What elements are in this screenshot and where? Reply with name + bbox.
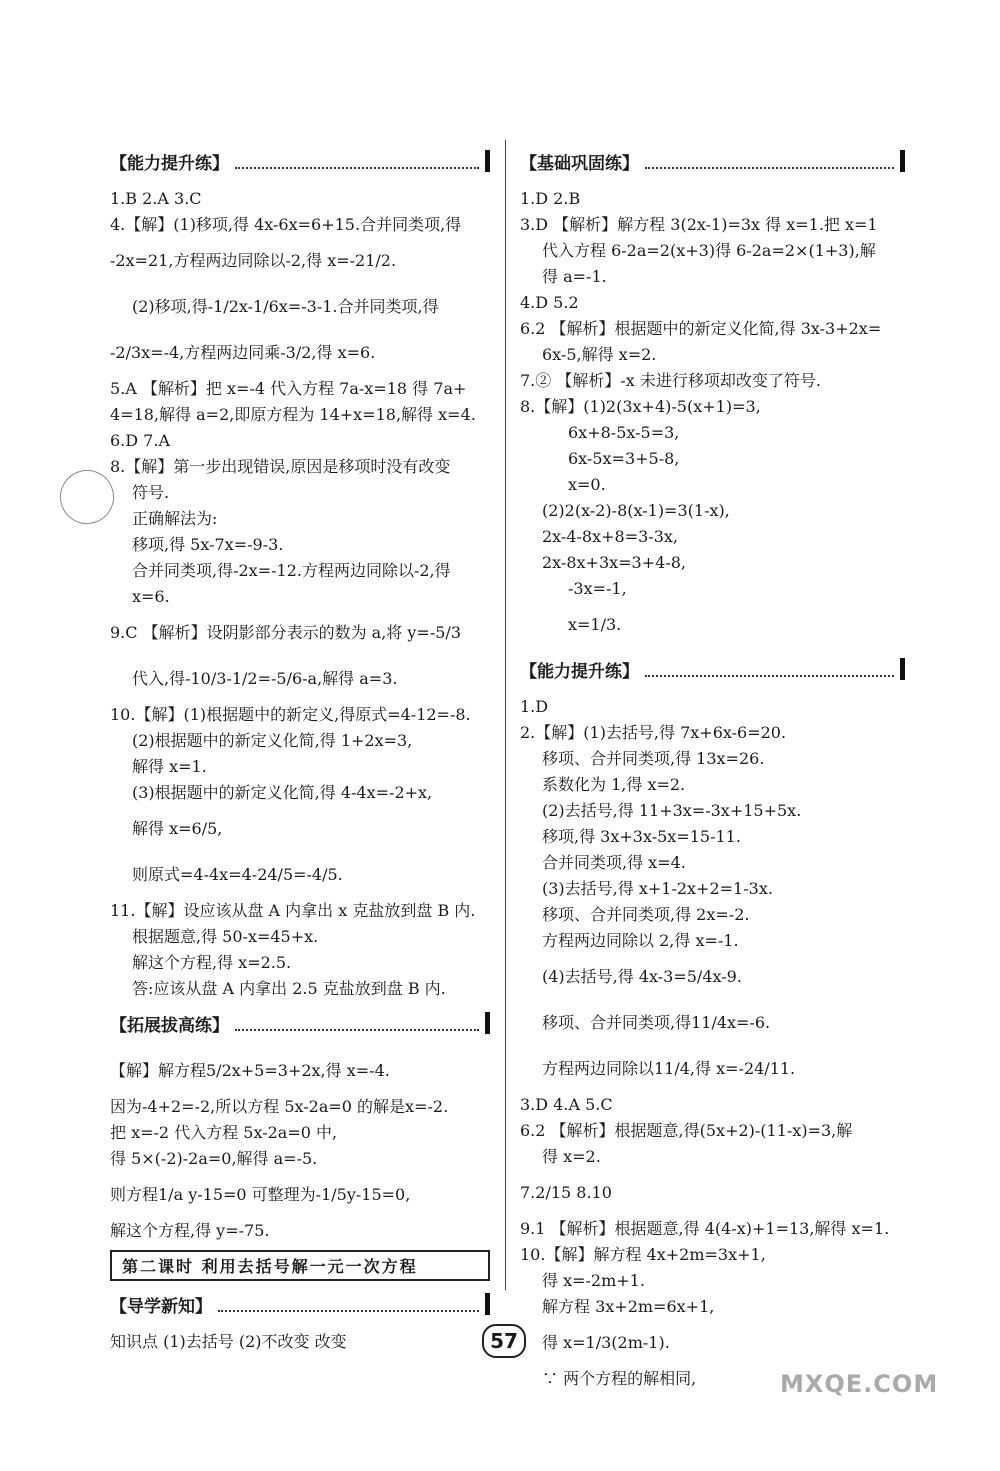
answer-line: 10.【解】解方程 4x+2m=3x+1, <box>520 1245 766 1264</box>
answer-line: 4.【解】(1)移项,得 4x-6x=6+15.合并同类项,得 <box>110 215 462 234</box>
answer-line: 移项,得 5x-7x=-9-3. <box>132 535 284 554</box>
answer-line: 答:应该从盘 A 内拿出 2.5 克盐放到盘 B 内. <box>132 979 446 998</box>
section-header <box>110 1289 490 1319</box>
answer-line: 6x-5x=3+5-8, <box>568 449 680 468</box>
section-bar <box>485 1012 490 1034</box>
section-bar <box>900 150 905 172</box>
answer-line: -2/3x=-4,方程两边同乘-3/2,得 x=6. <box>110 343 376 362</box>
answer-line: 代入,得-10/3-1/2=-5/6-a,解得 a=3. <box>132 669 398 688</box>
section-header <box>520 654 905 684</box>
answer-line: 系数化为 1,得 x=2. <box>542 775 686 794</box>
answer-line: x=6. <box>132 587 170 606</box>
section-header <box>520 146 905 176</box>
answer-line: 移项、合并同类项,得11/4x=-6. <box>542 1013 771 1032</box>
answer-line: -2x=21,方程两边同除以-2,得 x=-21/2. <box>110 251 397 270</box>
answer-line: 5.A 【解析】把 x=-4 代入方程 7a-x=18 得 7a+ <box>110 379 467 398</box>
answer-line: 2x-8x+3x=3+4-8, <box>542 553 686 572</box>
answer-line: 得 5×(-2)-2a=0,解得 a=-5. <box>110 1149 318 1168</box>
answer-line: 则方程1/a y-15=0 可整理为-1/5y-15=0, <box>110 1185 411 1204</box>
answer-line: (4)去括号,得 4x-3=5/4x-9. <box>542 967 742 986</box>
dotted-leader <box>645 153 894 169</box>
answer-line: 6x+8-5x-5=3, <box>568 423 680 442</box>
answer-line: 7.② 【解析】-x 未进行移项却改变了符号. <box>520 371 821 390</box>
section-bar <box>900 658 905 680</box>
right-column <box>520 140 905 1392</box>
left-column <box>110 140 490 1355</box>
answer-line: 8.【解】第一步出现错误,原因是移项时没有改变 <box>110 457 451 476</box>
answer-line: 10.【解】(1)根据题中的新定义,得原式=4-12=-8. <box>110 705 471 724</box>
answer-line: 合并同类项,得 x=4. <box>542 853 686 872</box>
answer-line: 方程两边同除以11/4,得 x=-24/11. <box>542 1059 796 1078</box>
section-title: 【拓展拔高练】 <box>110 1015 229 1036</box>
answer-line: (2)2(x-2)-8(x-1)=3(1-x), <box>542 501 730 520</box>
answer-line: (2)去括号,得 11+3x=-3x+15+5x. <box>542 801 802 820</box>
answer-line: 解这个方程,得 y=-75. <box>110 1221 270 1240</box>
column-divider <box>505 140 506 1290</box>
section-title: 【导学新知】 <box>110 1296 212 1317</box>
answer-line: (2)移项,得-1/2x-1/6x=-3-1.合并同类项,得 <box>132 297 439 316</box>
answer-line: 得 x=-2m+1. <box>542 1271 645 1290</box>
answer-line: 1.D 2.B <box>520 189 581 208</box>
answer-line: 解方程 3x+2m=6x+1, <box>542 1297 715 1316</box>
answer-line: 移项,得 3x+3x-5x=15-11. <box>542 827 741 846</box>
answer-line: 则原式=4-4x=4-24/5=-4/5. <box>132 865 343 884</box>
answer-line: 得 x=1/3(2m-1). <box>542 1333 670 1352</box>
answer-line: 得 x=2. <box>542 1147 601 1166</box>
answer-line: 符号. <box>132 483 170 502</box>
answer-line: (2)根据题中的新定义化简,得 1+2x=3, <box>132 731 413 750</box>
answer-line: x=1/3. <box>568 615 622 634</box>
section-title: 【能力提升练】 <box>520 661 639 682</box>
lesson-title-box: 第二课时 利用去括号解一元一次方程 <box>110 1250 490 1281</box>
answer-line: 移项、合并同类项,得 2x=-2. <box>542 905 750 924</box>
answer-line: 2.【解】(1)去括号,得 7x+6x-6=20. <box>520 723 787 742</box>
answer-line: (3)去括号,得 x+1-2x+2=1-3x. <box>542 879 773 898</box>
section-header <box>110 1008 490 1038</box>
answer-line: x=0. <box>568 475 606 494</box>
answer-line: 6.2 【解析】根据题中的新定义化简,得 3x-3+2x= <box>520 319 882 338</box>
answer-line: 根据题意,得 50-x=45+x. <box>132 927 319 946</box>
answer-line: 6x-5,解得 x=2. <box>542 345 657 364</box>
watermark: MXQE.COM <box>780 1370 939 1398</box>
answer-line: 3.D 4.A 5.C <box>520 1095 613 1114</box>
section-title: 【能力提升练】 <box>110 153 229 174</box>
answer-line: 得 a=-1. <box>542 267 607 286</box>
answer-line: 合并同类项,得-2x=-12.方程两边同除以-2,得 <box>132 561 451 580</box>
answer-line: 解得 x=1. <box>132 757 207 776</box>
answer-line: 6.D 7.A <box>110 431 170 450</box>
section-bar <box>485 1293 490 1315</box>
answer-line: 因为-4+2=-2,所以方程 5x-2a=0 的解是x=-2. <box>110 1097 449 1116</box>
section-header <box>110 146 490 176</box>
dotted-leader <box>645 661 894 677</box>
answer-line: 解得 x=6/5, <box>132 819 223 838</box>
answer-line: 把 x=-2 代入方程 5x-2a=0 中, <box>110 1123 338 1142</box>
answer-line: 代入方程 6-2a=2(x+3)得 6-2a=2×(1+3),解 <box>542 241 876 260</box>
answer-line: 1.D <box>520 697 549 716</box>
answer-line: -3x=-1, <box>568 579 627 598</box>
answer-line: 8.【解】(1)2(3x+4)-5(x+1)=3, <box>520 397 761 416</box>
answer-line: 3.D 【解析】解方程 3(2x-1)=3x 得 x=1.把 x=1 <box>520 215 878 234</box>
answer-line: 4.D 5.2 <box>520 293 579 312</box>
section-bar <box>485 150 490 172</box>
section-title: 【基础巩固练】 <box>520 153 639 174</box>
dotted-leader <box>235 153 479 169</box>
answer-line: 解这个方程,得 x=2.5. <box>132 953 292 972</box>
answer-line: 方程两边同除以 2,得 x=-1. <box>542 931 739 950</box>
answer-line: (3)根据题中的新定义化简,得 4-4x=-2+x, <box>132 783 433 802</box>
answer-line: 2x-4-8x+8=3-3x, <box>542 527 678 546</box>
answer-line: 9.1 【解析】根据题意,得 4(4-x)+1=13,解得 x=1. <box>520 1219 890 1238</box>
answer-line: 6.2 【解析】根据题意,得(5x+2)-(11-x)=3,解 <box>520 1121 853 1140</box>
answer-line: 7.2/15 8.10 <box>520 1183 612 1202</box>
answer-line: 正确解法为: <box>132 509 218 528</box>
answer-line: 知识点 (1)去括号 (2)不改变 改变 <box>110 1332 347 1351</box>
dotted-leader <box>218 1296 479 1312</box>
page-number: 57 <box>482 1324 526 1358</box>
answer-line: ∵ 两个方程的解相同, <box>542 1369 697 1388</box>
answer-line: 9.C 【解析】设阴影部分表示的数为 a,将 y=-5/3 <box>110 623 461 642</box>
answer-line: 1.B 2.A 3.C <box>110 189 202 208</box>
answer-line: 移项、合并同类项,得 13x=26. <box>542 749 765 768</box>
dotted-leader <box>235 1015 479 1031</box>
answer-line: 4=18,解得 a=2,即原方程为 14+x=18,解得 x=4. <box>110 405 476 424</box>
answer-line: 11.【解】设应该从盘 A 内拿出 x 克盐放到盘 B 内. <box>110 901 476 920</box>
answer-line: 【解】解方程5/2x+5=3+2x,得 x=-4. <box>110 1061 390 1080</box>
